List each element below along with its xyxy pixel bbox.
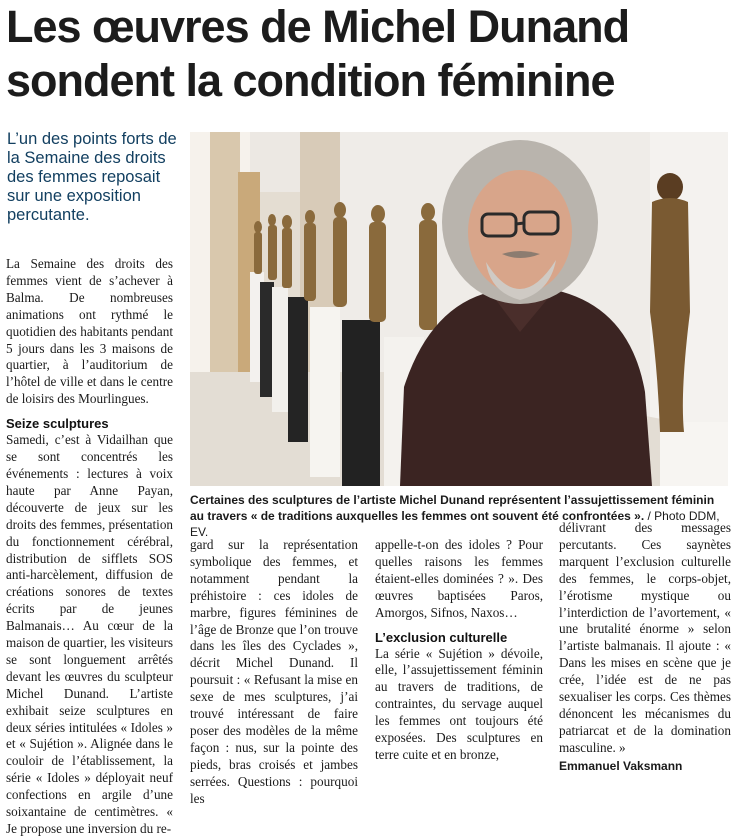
article-photo bbox=[190, 132, 728, 486]
caption-text: Certaines des sculptures de l’artiste Michel Dunand représentent l’assujettissement féminin au travers « de traditions auxquelles les femmes ont souvent été confrontées ». bbox=[190, 493, 715, 523]
article-column-1 bbox=[6, 256, 173, 838]
article-column-4 bbox=[559, 520, 731, 775]
article-paragraph: Samedi, c’est à Vidailhan que se sont concentrés les événements : lectures à voix haute par Anne Payan, découverte de jeux sur les droits des femmes, présentation du fonctionnement cérébral, distribution de sifflets SOS anti-harcèlement, diffusion de créations sonores de textes écrits par de jeunes Balmanais… Au cœur de la maison de quartier, les visiteurs se sont longuement arrêtés devant les œuvres du sculpteur Michel Dunand. L’artiste exhibait seize sculptures en deux séries intitulées « Idoles » et « Sujétion ». Alignée dans le couloir de l’établissement, la série « Idoles » déployait neuf confections en argile d’une soixantaine de centimètres. « Je propose une inversion du re- bbox=[6, 432, 174, 836]
subhead-exclusion-culturelle: L’exclusion culturelle bbox=[375, 629, 508, 645]
headline-line-1: Les œuvres de Michel Dunand bbox=[6, 1, 630, 52]
article-headline bbox=[6, 0, 732, 108]
article-paragraph: délivrant des messages percutants. Ces saynètes marquent l’exclusion culturelle des femmes, le corps-objet, l’érotisme mystique ou l’interdiction de l’avortement, « une brutalité énorme » selon l’artiste balmanais. Il ajoute : « Dans les mises en scène que je crée, l’idée est de ne pas sexualiser les corps. Ces thèmes dénoncent les mécanismes du patriarcat et de la domination masculine. » bbox=[559, 520, 731, 755]
article-paragraph: La série « Sujétion » dévoile, elle, l’assujettissement féminin au travers de traditions, de contraintes, du servage auquel les femmes ont toujours été exposées. Des sculptures en terre cuite et en bronze, bbox=[375, 645, 543, 762]
article-column-2 bbox=[190, 537, 358, 808]
photo-of-artist-with-sculptures bbox=[190, 132, 728, 486]
article-column-3 bbox=[375, 537, 543, 764]
article-paragraph: appelle-t-on des idoles ? Pour quelles raisons les femmes étaient-elles dominées ? ». Des œuvres baptisées Paros, Amorgos, Sifnos, Naxos… bbox=[375, 537, 543, 620]
article-paragraph: gard sur la représentation symbolique des femmes, et notamment pendant la préhistoire : ces idoles de marbre, figures féminines de l’âge de Bronze que l’on trouve dans les îles des Cyclades », décrit Michel Dunand. Il poursuit : « Refusant la mise en sexe de mes sculptures, j’ai trouvé intéressant de faire poser des modèles de la même façon : nus, sur la pointe des pieds, bras croisés et jambes serrées. Questions : pourquoi les bbox=[190, 537, 358, 806]
photo-credit: / Photo DDM, EV. bbox=[190, 509, 720, 539]
article-intro: La Semaine des droits des femmes vient de s’achever à Balma. De nombreuses animations ont rythmé le quotidien des habitants pendant 5 jours dans les 3 maisons de quartier, à l’auditorium de l’hôtel de ville et dans le centre de loisirs des Mourlingues. bbox=[6, 256, 173, 407]
headline-line-2: sondent la condition féminine bbox=[6, 55, 615, 106]
article-byline: Emmanuel Vaksmann bbox=[559, 758, 683, 773]
subhead-seize-sculptures: Seize sculptures bbox=[6, 416, 109, 432]
article-lead: L’un des points forts de la Semaine des droits des femmes reposait sur une exposition percutante. bbox=[7, 130, 177, 224]
